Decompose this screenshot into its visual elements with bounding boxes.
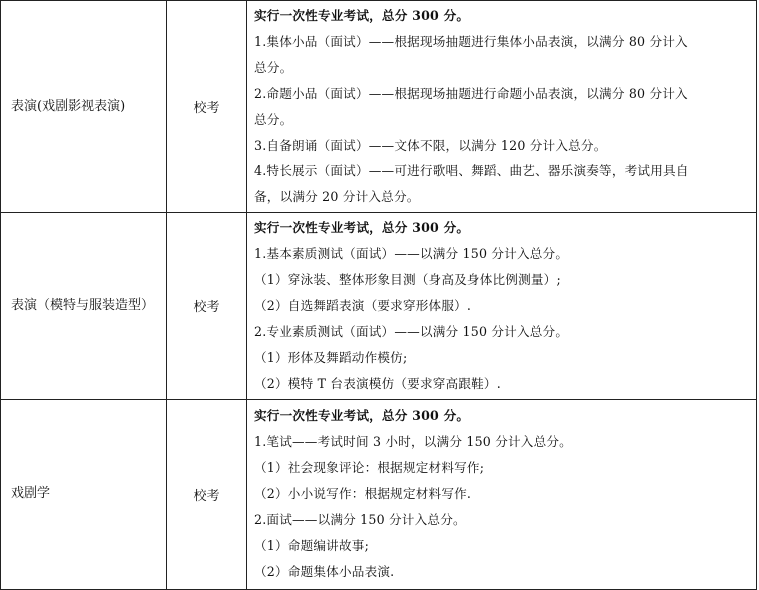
exam-type: 校考	[167, 1, 247, 213]
detail-line: （1）命题编讲故事;	[254, 537, 370, 553]
detail-line: （1）形体及舞蹈动作模仿;	[254, 349, 408, 365]
detail-line: 1.笔试——考试时间 3 小时，以满分 150 分计入总分。	[254, 434, 572, 450]
detail-line: 备，以满分 20 分计入总分。	[254, 189, 420, 205]
exam-details	[247, 1, 757, 213]
table-row	[1, 1, 757, 213]
detail-line: （1）社会现象评论：根据规定材料写作;	[254, 460, 485, 476]
detail-line: 3.自备朗诵（面试）——文体不限，以满分 120 分计入总分。	[254, 137, 607, 153]
detail-line: 总分。	[254, 111, 293, 127]
exam-type: 校考	[167, 399, 247, 589]
major-name: 表演（模特与服装造型）	[1, 213, 167, 399]
detail-summary: 实行一次性专业考试，总分 300 分。	[254, 220, 470, 236]
detail-line: 2.专业素质测试（面试）——以满分 150 分计入总分。	[254, 323, 569, 339]
detail-line: （2）自选舞蹈表演（要求穿形体服）.	[254, 297, 472, 313]
major-name: 表演(戏剧影视表演)	[1, 1, 167, 213]
major-name: 戏剧学	[1, 399, 167, 589]
detail-line: （2）命题集体小品表演.	[254, 563, 395, 579]
detail-line: 4.特长展示（面试）——可进行歌唱、舞蹈、曲艺、器乐演奏等，考试用具自	[254, 163, 689, 179]
detail-line: 总分。	[254, 59, 293, 75]
detail-line: （2）小小说写作：根据规定材料写作.	[254, 486, 472, 502]
detail-line: （2）模特 T 台表演模仿（要求穿高跟鞋）.	[254, 375, 501, 391]
detail-line: 1.集体小品（面试）——根据现场抽题进行集体小品表演，以满分 80 分计入	[254, 33, 688, 49]
detail-summary: 实行一次性专业考试，总分 300 分。	[254, 8, 470, 23]
detail-line: 1.基本素质测试（面试）——以满分 150 分计入总分。	[254, 246, 569, 262]
exam-details	[247, 213, 757, 399]
detail-line: 2.面试——以满分 150 分计入总分。	[254, 512, 466, 528]
exam-type: 校考	[167, 213, 247, 399]
table-row	[1, 399, 757, 589]
detail-line: （1）穿泳装、整体形象目测（身高及身体比例测量）;	[254, 272, 561, 288]
detail-summary: 实行一次性专业考试，总分 300 分。	[254, 408, 470, 424]
table-row	[1, 213, 757, 399]
detail-line: 2.命题小品（面试）——根据现场抽题进行命题小品表演，以满分 80 分计入	[254, 85, 688, 101]
exam-details	[247, 399, 757, 589]
